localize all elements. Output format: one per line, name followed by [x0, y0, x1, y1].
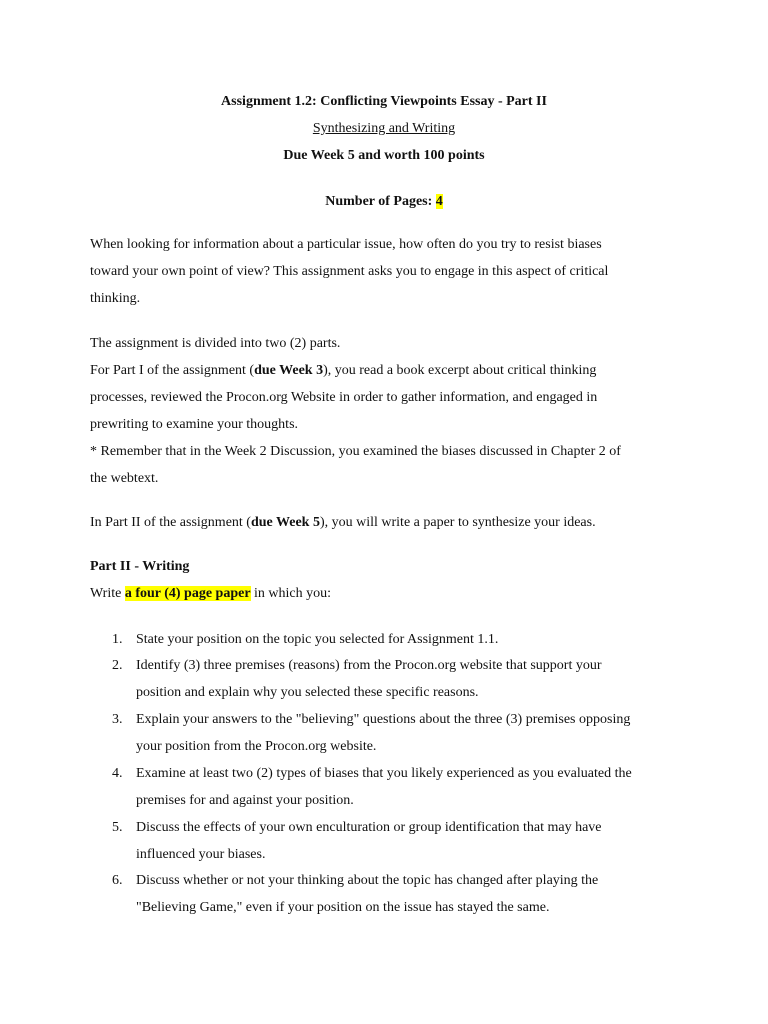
part2-suffix: ), you will write a paper to synthesize your ideas. — [319, 515, 596, 530]
intro-line-3: thinking. — [90, 291, 141, 306]
list-item-text: influenced your biases. — [136, 847, 266, 862]
list-item-text: Explain your answers to the "believing" questions about the three (3) premises opposing — [136, 712, 631, 727]
write-instruction — [90, 586, 331, 602]
part2-prefix: In Part II of the assignment ( — [90, 515, 251, 530]
intro-line-2: toward your own point of view? This assignment asks you to engage in this aspect of critical — [90, 264, 609, 279]
part1-prefix: For Part I of the assignment ( — [90, 363, 255, 378]
list-item-text: premises for and against your position. — [136, 793, 354, 808]
list-item-number: 5. — [112, 820, 123, 835]
part2-line — [90, 515, 596, 531]
part1-line-1 — [90, 363, 596, 379]
assignment-title: Assignment 1.2: Conflicting Viewpoints Essay - Part II — [221, 94, 547, 109]
list-item-text: Discuss whether or not your thinking about the topic has changed after playing the — [136, 873, 599, 888]
part1-line-3: prewriting to examine your thoughts. — [90, 417, 299, 432]
list-item-text: Examine at least two (2) types of biases that you likely experienced as you evaluated the — [136, 766, 632, 781]
list-item-text: State your position on the topic you selected for Assignment 1.1. — [136, 632, 499, 647]
part1-due: due Week 3 — [254, 363, 324, 378]
write-suffix: in which you: — [250, 586, 332, 601]
remember-line-2: the webtext. — [90, 471, 159, 486]
list-item-number: 4. — [112, 766, 123, 781]
list-item-text: "Believing Game," even if your position on the issue has stayed the same. — [136, 900, 550, 915]
divided-line: The assignment is divided into two (2) parts. — [90, 336, 341, 351]
pages-label: Number of Pages: — [325, 194, 433, 209]
list-item-text: Identify (3) three premises (reasons) from the Procon.org website that support your — [136, 658, 602, 673]
list-item-number: 2. — [112, 658, 123, 673]
list-item-text: position and explain why you selected these specific reasons. — [136, 685, 479, 700]
part1-line-2: processes, reviewed the Procon.org Website in order to gather information, and engaged in — [90, 390, 598, 405]
list-item-number: 3. — [112, 712, 123, 727]
list-item-number: 1. — [112, 632, 123, 647]
list-item-number: 6. — [112, 873, 123, 888]
pages-value: 4 — [435, 194, 443, 209]
write-prefix: Write — [90, 586, 125, 601]
list-item-text: your position from the Procon.org website. — [136, 739, 377, 754]
writing-heading: Part II - Writing — [90, 559, 190, 574]
due-line: Due Week 5 and worth 100 points — [283, 148, 485, 163]
write-highlight: a four (4) page paper — [124, 586, 251, 601]
part2-due: due Week 5 — [250, 515, 320, 530]
part1-suffix: ), you read a book excerpt about critical thinking — [323, 363, 597, 378]
assignment-subtitle: Synthesizing and Writing — [312, 121, 456, 136]
pages-line — [0, 194, 768, 210]
remember-line-1: * Remember that in the Week 2 Discussion, you examined the biases discussed in Chapter 2 of — [90, 444, 621, 459]
list-item-text: Discuss the effects of your own enculturation or group identification that may have — [136, 820, 602, 835]
intro-line-1: When looking for information about a particular issue, how often do you try to resist biases — [90, 237, 602, 252]
